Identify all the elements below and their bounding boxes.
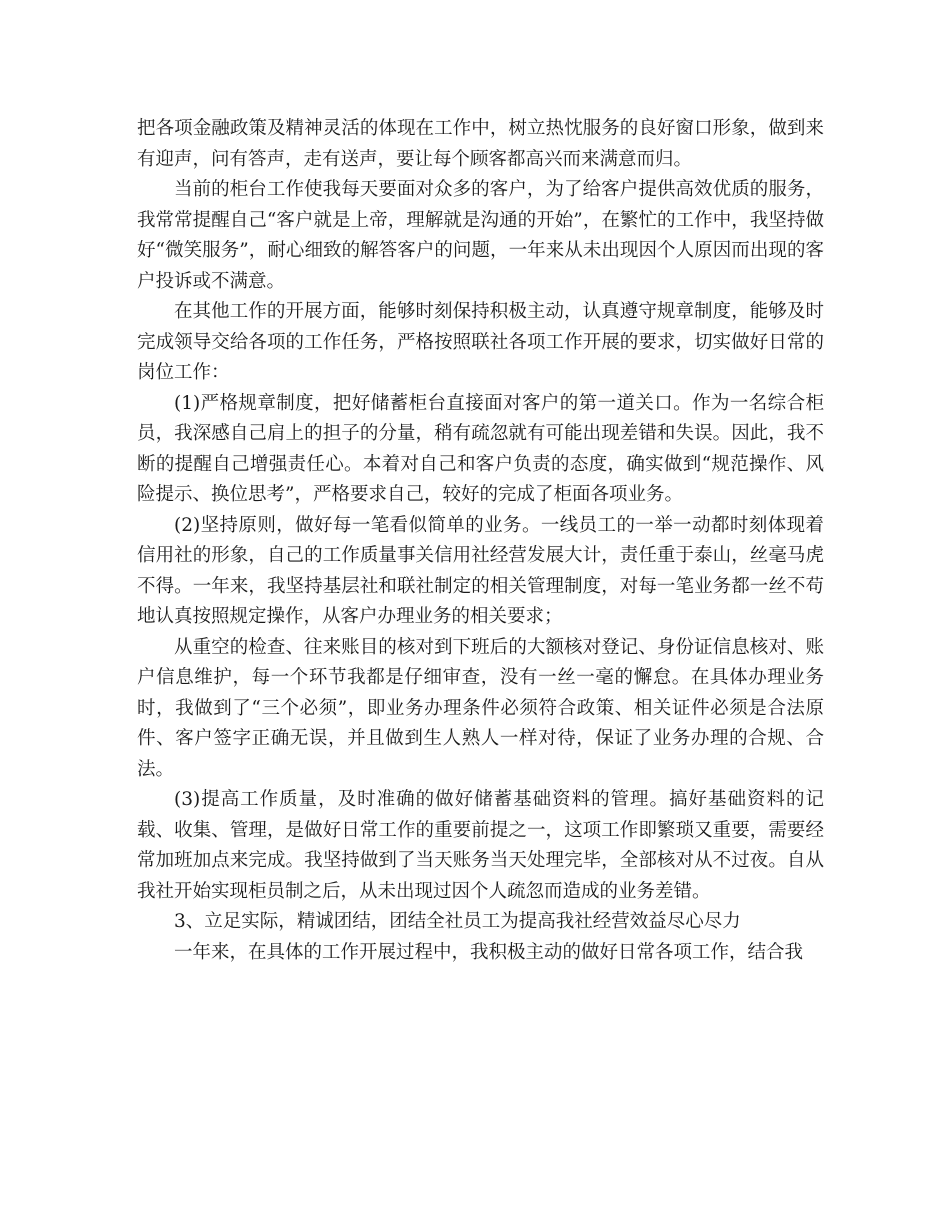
paragraph-item-2: (2)坚持原则，做好每一笔看似简单的业务。一线员工的一举一动都时刻体现着信用社的形象，自己的工作质量事关信用社经营发展大计，责任重于泰山，丝毫马虎不得。一年来，我坚持基层社和联社制定的相关管理制度，对每一笔业务都一丝不苟地认真按照规定操作，从客户办理业务的相关要求； [137,514,824,627]
document-body [137,114,824,968]
paragraph-other-work: 在其他工作的开展方面，能够时刻保持积极主动，认真遵守规章制度，能够及时完成领导交给各项的工作任务，严格按照联社各项工作开展的要求，切实做好日常的岗位工作： [137,301,824,383]
paragraph-year-summary: 一年来，在具体的工作开展过程中，我积极主动的做好日常各项工作，结合我 [174,941,804,963]
paragraph-item-1: (1)严格规章制度，把好储蓄柜台直接面对客户的第一道关口。作为一名综合柜员，我深感自己肩上的担子的分量，稍有疏忽就有可能出现差错和失误。因此，我不断的提醒自己增强责任心。本着对自己和客户负责的态度，确实做到“规范操作、风险提示、换位思考”，严格要求自己，较好的完成了柜面各项业务。 [137,392,824,505]
section-heading-3: 3、立足实际，精诚团结，团结全社员工为提高我社经营效益尽心尽力 [174,911,741,932]
paragraph-continuation: 把各项金融政策及精神灵活的体现在工作中，树立热忱服务的良好窗口形象，做到来有迎声，问有答声，走有送声，要让每个顾客都高兴而来满意而归。 [137,118,824,170]
paragraph-checks: 从重空的检查、往来账目的核对到下班后的大额核对登记、身份证信息核对、账户信息维护，每一个环节我都是仔细审查，没有一丝一毫的懈怠。在具体办理业务时，我做到了“三个必须”，即业务办理条件必须符合政策、相关证件必须是合法原件、客户签字正确无误，并且做到生人熟人一样对待，保证了业务办理的合规、合法。 [137,636,824,780]
paragraph-counter-service: 当前的柜台工作使我每天要面对众多的客户，为了给客户提供高效优质的服务，我常常提醒自己“客户就是上帝，理解就是沟通的开始”，在繁忙的工作中，我坚持做好“微笑服务”，耐心细致的解答客户的问题，一年来从未出现因个人原因而出现的客户投诉或不满意。 [137,179,824,292]
paragraph-item-3: (3)提高工作质量，及时准确的做好储蓄基础资料的管理。搞好基础资料的记载、收集、管理，是做好日常工作的重要前提之一，这项工作即繁琐又重要，需要经常加班加点来完成。我坚持做到了当天账务当天处理完毕，全部核对从不过夜。自从我社开始实现柜员制之后，从未出现过因个人疏忽而造成的业务差错。 [137,789,824,902]
